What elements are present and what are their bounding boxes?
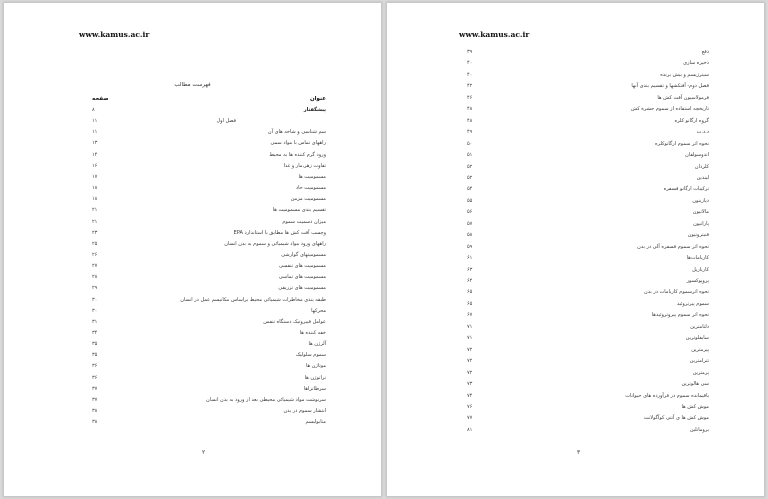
entry-page: ۳۱ xyxy=(92,318,98,325)
entry-title: مسمومیت های تزریقی xyxy=(278,285,326,292)
toc-entry[interactable] xyxy=(92,284,326,292)
toc-entry[interactable] xyxy=(92,184,326,192)
entry-title: فصل دوم- آفتکشها و تقسیم بندی آنها xyxy=(631,83,709,90)
entry-page: ۵۱ xyxy=(467,152,473,159)
entry-title: مالاتیون xyxy=(692,209,709,216)
toc-entry[interactable] xyxy=(467,59,709,67)
entry-title: دلتامترین xyxy=(690,323,709,330)
entry-title: سموم پیرتروئید xyxy=(676,300,709,307)
toc-entry[interactable] xyxy=(467,185,709,193)
site-url: www.kamus.ac.ir xyxy=(459,30,530,39)
toc-entry[interactable] xyxy=(467,82,709,90)
entry-title: سم شناسی و شاخه های آن xyxy=(267,129,326,136)
toc-entry[interactable] xyxy=(467,197,709,205)
toc-entry[interactable] xyxy=(467,346,709,354)
entry-page: ۱۴ xyxy=(92,151,98,158)
entry-page: ۶۷ xyxy=(467,312,473,319)
entry-title: پاراتیون xyxy=(693,220,709,227)
entry-page: ۶۳ xyxy=(467,266,473,273)
toc-entry[interactable] xyxy=(467,323,709,331)
toc-entry[interactable] xyxy=(92,362,326,370)
entry-page: ۳۶ xyxy=(92,363,98,370)
entry-title: پیرمترین xyxy=(691,346,709,353)
entry-title: موش کش ها xyxy=(681,403,709,410)
toc-entry[interactable] xyxy=(467,311,709,319)
toc-entry[interactable] xyxy=(92,162,326,170)
entry-title: کارباریل xyxy=(692,266,709,273)
entry-page: ۷۴ xyxy=(467,392,473,399)
header-title: عنوان xyxy=(309,96,326,102)
entry-title: مسمومیت ها xyxy=(298,173,326,180)
toc-entry[interactable] xyxy=(467,128,709,136)
entry-page: ۷۱ xyxy=(467,323,473,330)
entry-title: متابولیسم xyxy=(305,419,326,426)
entry-page: ۳۰ xyxy=(92,296,98,303)
toc-title: فهرست مطالب xyxy=(174,82,211,88)
entry-title: نحوه اثر سموم فسفره آلی در بدن xyxy=(637,243,709,250)
entry-page: ۳۹ xyxy=(467,49,473,55)
entry-page: ۷۲ xyxy=(467,346,473,353)
entry-page: ۳۴ xyxy=(92,330,98,336)
toc-entry[interactable] xyxy=(467,403,709,411)
entry-title: مسمومیت حاد xyxy=(295,185,326,192)
toc-entry[interactable] xyxy=(467,380,709,388)
entry-page: ۱۱ xyxy=(92,118,98,125)
entry-title: نحوه اثرسموم کاربامات در بدن xyxy=(644,289,709,296)
entry-title: فنیتروتیون xyxy=(687,232,709,239)
site-url: www.kamus.ac.ir xyxy=(79,30,150,39)
entry-page: ۲۶ xyxy=(92,251,98,258)
entry-page: ۵۷ xyxy=(467,220,473,227)
toc-entry[interactable] xyxy=(92,307,326,315)
entry-title: پرمترین xyxy=(692,369,709,376)
entry-page: ۵۲ xyxy=(467,174,473,181)
entry-title: د.د.ت xyxy=(696,129,709,136)
entry-title: انتشار سموم در بدن xyxy=(283,408,326,415)
entry-title: راههای ورود مواد شیمیائی و سموم به بدن انسان xyxy=(224,240,326,247)
entry-page: ۳۸ xyxy=(92,419,98,426)
entry-page: ۶۵ xyxy=(467,300,473,307)
entry-page: ۱۶ xyxy=(92,162,98,169)
entry-page: ۱۸ xyxy=(92,196,98,203)
toc-entry[interactable] xyxy=(92,374,326,382)
right-page xyxy=(386,2,765,497)
toc-entry[interactable] xyxy=(92,117,326,125)
entry-page: ۱۷ xyxy=(92,173,98,180)
entry-title: کلردان xyxy=(694,163,709,170)
entry-title: راههای تماس با مواد سمی xyxy=(270,140,326,147)
entry-page: ۵۲ xyxy=(467,163,473,170)
toc-entry[interactable] xyxy=(467,151,709,159)
entry-title: عوامل فیبروتیک دستگاه تنفس xyxy=(263,318,326,325)
toc-entry[interactable] xyxy=(92,340,326,348)
entry-page: ۸۱ xyxy=(467,426,473,433)
toc-entry[interactable] xyxy=(92,396,326,404)
entry-page: ۳۸ xyxy=(92,408,98,415)
toc-entry[interactable] xyxy=(92,206,326,214)
entry-page: ۲۱ xyxy=(92,207,98,214)
entry-title: پیشگفتار xyxy=(303,107,326,113)
toc-entry[interactable] xyxy=(467,300,709,308)
toc-entry[interactable] xyxy=(467,288,709,296)
toc-entry[interactable] xyxy=(467,220,709,228)
entry-title: لیندین xyxy=(696,174,709,181)
entry-title: نحوه اثر سموم پیروتروئیدها xyxy=(651,312,709,319)
toc-entry[interactable] xyxy=(92,418,326,426)
entry-page: ۴۸ xyxy=(467,106,473,113)
entry-page: ۴۲ xyxy=(467,83,473,90)
entry-title: اندوسولفان xyxy=(685,152,709,159)
toc-entry[interactable] xyxy=(92,229,326,237)
entry-title: مسمومیت های تنفسی xyxy=(278,263,326,270)
toc-entry[interactable] xyxy=(92,407,326,415)
toc-entry[interactable] xyxy=(467,231,709,239)
entry-title: گروه ارگانو کلره xyxy=(674,117,709,124)
entry-title: ذخیره سازی xyxy=(683,60,709,67)
toc-entries xyxy=(387,3,764,496)
entry-page: ۴۹ xyxy=(467,129,473,136)
toc-entry[interactable] xyxy=(92,329,326,337)
toc-entry[interactable] xyxy=(467,277,709,285)
toc-entry[interactable] xyxy=(92,273,326,281)
entry-page: ۶۱ xyxy=(467,255,473,262)
entry-title: آلرژن ها xyxy=(308,341,326,348)
toc-entry[interactable] xyxy=(92,218,326,226)
entry-page: ۵۶ xyxy=(467,209,473,216)
entry-title: پروپوکسور xyxy=(686,278,709,284)
entry-title: سرنوشت مواد شیمیائی محیطی بعد از ورود به بدن انسان xyxy=(206,396,326,403)
entry-page: ۶۴ xyxy=(467,278,473,284)
entry-title: دیازینون xyxy=(692,197,709,204)
entry-title: ترکیبات ارگانو فسفره xyxy=(663,186,709,193)
entry-title: تراتوژن ها xyxy=(304,374,326,381)
entry-title: دفع xyxy=(701,49,709,55)
entry-page: ۱۱ xyxy=(92,129,98,136)
entry-title: میزان دسمیت سموم xyxy=(282,218,326,225)
left-page xyxy=(3,2,382,497)
entry-title: خفه کننده ها xyxy=(299,330,326,336)
toc-entry[interactable] xyxy=(92,151,326,159)
entry-page: ۳۵ xyxy=(92,352,98,359)
entry-page: ۶۵ xyxy=(467,289,473,296)
entry-title: تاریخچه استفاده از سموم حشره کش xyxy=(630,106,709,113)
toc-entry[interactable] xyxy=(92,351,326,359)
entry-page: ۲۵ xyxy=(92,240,98,247)
toc-entry[interactable] xyxy=(467,266,709,274)
entry-title: سرطانزاها xyxy=(303,385,326,392)
toc-entry[interactable] xyxy=(467,94,709,102)
toc-entry[interactable] xyxy=(92,296,326,304)
entry-title: ورود گرم کننده ها به محیط xyxy=(269,151,326,158)
entry-page: ۴۸ xyxy=(467,117,473,124)
entry-page: ۷۷ xyxy=(467,415,473,422)
page-number: ۳ xyxy=(577,449,581,456)
entry-title: سایفلوترین xyxy=(685,335,709,342)
toc-entry[interactable] xyxy=(467,369,709,377)
toc-entry[interactable] xyxy=(467,163,709,171)
entry-page: ۲۱ xyxy=(92,218,98,225)
entry-page: ۵۴ xyxy=(467,186,473,193)
entry-page: ۴۰ xyxy=(467,71,473,78)
entry-page: ۲۷ xyxy=(92,263,98,270)
toc-entry[interactable] xyxy=(467,48,709,56)
entry-page: ۳۷ xyxy=(92,385,98,392)
entry-title: موتاژن ها xyxy=(305,363,326,370)
entry-page: ۵۰ xyxy=(467,140,473,147)
entry-title: فرمولاسیون آفت کش ها xyxy=(657,94,709,101)
entry-page: ۳۶ xyxy=(92,374,98,381)
entry-page: ۷۶ xyxy=(467,403,473,410)
toc-entry[interactable] xyxy=(467,140,709,148)
toc-entry[interactable] xyxy=(92,240,326,248)
entry-page: ۵۸ xyxy=(467,232,473,239)
entry-page: ۸ xyxy=(92,107,95,113)
entry-title: طبقه بندی مخاطرات شیمیائی محیط براساس مکانیسم عمل در انسان xyxy=(180,296,326,303)
toc-entry[interactable] xyxy=(467,426,709,434)
toc-entry[interactable] xyxy=(92,173,326,181)
entry-page: ۴۰ xyxy=(467,60,473,67)
entry-page: ۳۵ xyxy=(92,341,98,348)
toc-entry[interactable] xyxy=(92,128,326,136)
toc-entry[interactable] xyxy=(467,174,709,182)
toc-entry[interactable] xyxy=(467,357,709,365)
entry-title: کاربامات‌ها xyxy=(686,255,709,262)
toc-entry[interactable] xyxy=(92,385,326,393)
toc-entry[interactable] xyxy=(92,195,326,203)
entry-title: موش کش ها ی آنتی کوآگولانت xyxy=(643,415,709,422)
toc-entry[interactable] xyxy=(467,117,709,125)
entry-page: ۵۹ xyxy=(467,243,473,250)
entry-title: مسمومیت مزمن xyxy=(290,196,326,203)
entry-title: مسمومیت های تماسی xyxy=(278,274,326,281)
page-number: ۲ xyxy=(202,449,206,456)
toc-entry[interactable] xyxy=(92,106,326,114)
entry-title: سینرژیسم و بیش برنده xyxy=(660,71,709,78)
toc-entry[interactable] xyxy=(467,208,709,216)
entry-title: محرکها xyxy=(311,307,326,314)
toc-entry[interactable] xyxy=(92,251,326,259)
entry-title: وچسب آفت کش ها مطابق با استاندارد EPA xyxy=(233,229,326,236)
entry-page: ۷۲ xyxy=(467,358,473,365)
entry-page: ۷۲ xyxy=(467,369,473,376)
toc-entry[interactable] xyxy=(92,262,326,270)
toc-entry[interactable] xyxy=(467,243,709,251)
toc-entry[interactable] xyxy=(467,71,709,79)
entry-page: ۵۵ xyxy=(467,197,473,204)
entry-title: تقسیم بندی مسمومیت ها xyxy=(272,207,326,214)
toc-entry[interactable] xyxy=(467,392,709,400)
entry-title: فصل اول xyxy=(216,118,236,125)
entry-title: نحوه اثر سموم ارگانوکلره xyxy=(655,140,709,147)
entry-title: سی هالوترین xyxy=(681,381,709,388)
header-page: صفحه xyxy=(92,96,109,102)
entry-page: ۱۸ xyxy=(92,185,98,192)
entry-title: تفاوت زهر،مار و غذا xyxy=(283,162,326,169)
toc-entry[interactable] xyxy=(467,414,709,422)
entry-page: ۲۹ xyxy=(92,285,98,292)
entry-page: ۴۶ xyxy=(467,94,473,101)
entry-title: سموم سلولیک xyxy=(295,352,326,359)
toc-entry[interactable] xyxy=(467,254,709,262)
entry-title: باقیمانده سموم در فرآورده های حیوانات xyxy=(625,392,709,399)
toc-entry[interactable] xyxy=(467,105,709,113)
entry-page: ۱۳ xyxy=(92,140,98,147)
toc-entries xyxy=(4,3,381,496)
entry-title: بروماتلین xyxy=(689,426,709,433)
entry-page: ۳۰ xyxy=(92,307,98,314)
entry-page: ۷۱ xyxy=(467,335,473,342)
entry-page: ۲۳ xyxy=(92,229,98,236)
entry-page: ۳۷ xyxy=(92,396,98,403)
toc-entry[interactable] xyxy=(92,318,326,326)
toc-entry[interactable] xyxy=(92,139,326,147)
entry-page: ۷۳ xyxy=(467,381,473,388)
entry-page: ۲۸ xyxy=(92,274,98,281)
entry-title: مسمومیتهای گوارشی xyxy=(281,251,326,258)
entry-title: تترامترین xyxy=(689,358,709,365)
toc-entry[interactable] xyxy=(467,334,709,342)
